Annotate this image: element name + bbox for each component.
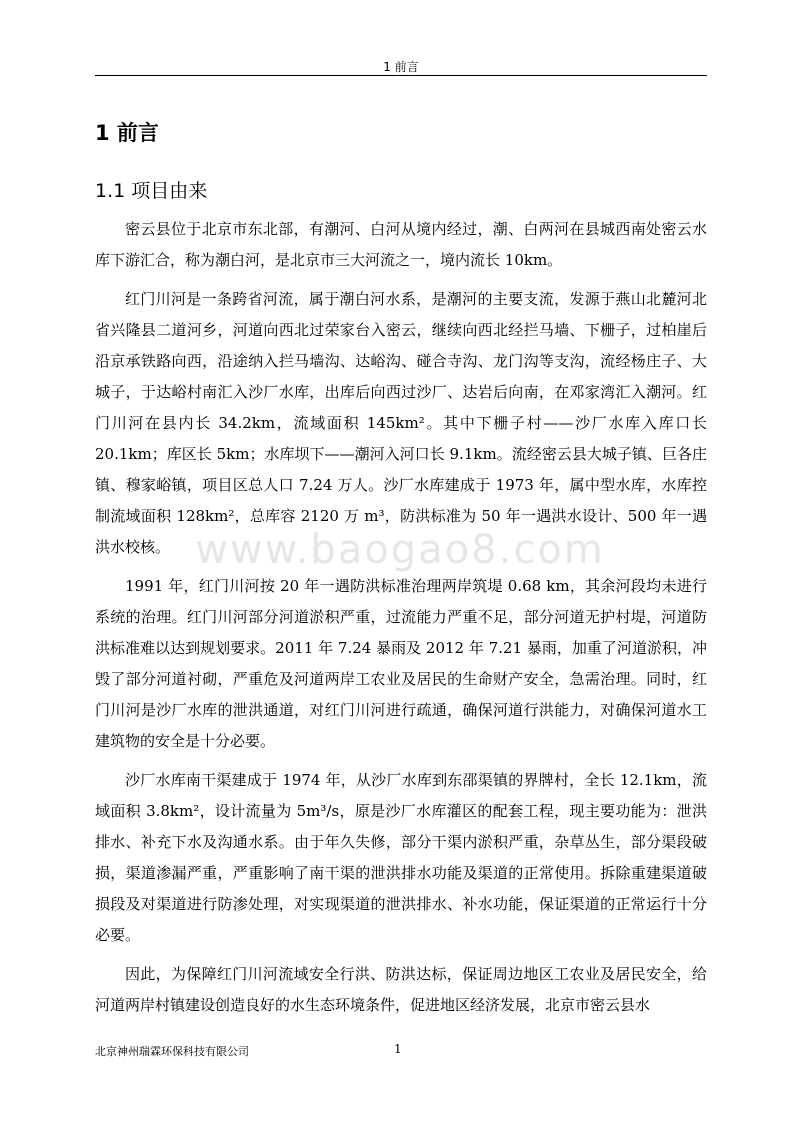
watermark: www.baogao8.com bbox=[195, 527, 605, 573]
paragraph: 红门川河是一条跨省河流，属于潮白河水系，是潮河的主要支流，发源于燕山北麓河北省兴隆县二道河乡，河道向西北过荣家台入密云，继续向西北经拦马墙、下栅子，过柏崖后沿京承铁路向西，沿途纳入拦马墙沟、达峪沟、碰合寺沟、龙门沟等支沟，流经杨庄子、大城子，于达峪村南汇入沙厂水库，出库后向西过沙厂、达岩后向南，在邓家湾汇入潮河。红门川河在县内长 34.2km，流域面积 145km²。其中下栅子村——沙厂水库入库口长 20.1km；库区长 5km；水库坝下——潮河入河口长 9.1km。流经密云县大城子镇、巨各庄镇、穆家峪镇，项目区总人口 7.24 万人。沙厂水库建成于 1973 年，属中型水库，水库控制流域面积 128km²，总库容 2120 万 m³，防洪标准为 50 年一遇洪水设计、500 年一遇洪水校核。 bbox=[95, 290, 707, 556]
paragraph: 1991 年，红门川河按 20 年一遇防洪标准治理两岸筑堤 0.68 km，其余河段均未进行系统的治理。红门川河部分河道淤积严重，过流能力严重不足，部分河道无护村堤，河道防洪标准难以达到规划要求。2011 年 7.24 暴雨及 2012 年 7.21 暴雨，加重了河道淤积，冲毁了部分河道衬砌，严重危及河道两岸工农业及居民的生命财产安全，急需治理。同时，红门川河是沙厂水库的泄洪通道，对红门川河进行疏通，确保河道行洪能力，对确保河道水工建筑物的安全是十分必要。 bbox=[95, 577, 707, 750]
paragraph: 沙厂水库南干渠建成于 1974 年，从沙厂水库到东邵渠镇的界牌村，全长 12.1km，流域面积 3.8km²，设计流量为 5m³/s，原是沙厂水库灌区的配套工程，现主要功能为：泄洪排水、补充下水及沟通水系。由于年久失修，部分干渠内淤积严重，杂草丛生，部分渠段破损，渠道渗漏严重，严重影响了南干渠的泄洪排水功能及渠道的正常使用。拆除重建渠道破损段及对渠道进行防渗处理，对实现渠道的泄洪排水、补水功能，保证渠道的正常运行十分必要。 bbox=[95, 771, 707, 944]
paragraph: 密云县位于北京市东北部，有潮河、白河从境内经过，潮、白两河在县城西南处密云水库下游汇合，称为潮白河，是北京市三大河流之一，境内流长 10km。 bbox=[95, 220, 707, 269]
footer-company: 北京神州瑞霖环保科技有限公司 bbox=[95, 1045, 249, 1058]
body-text bbox=[95, 214, 707, 1029]
running-header: 1 前言 bbox=[383, 60, 419, 74]
paragraph: 因此，为保障红门川河流域安全行洪、防洪达标，保证周边地区工农业及居民安全，给河道两岸村镇建设创造良好的水生态环境条件，促进地区经济发展，北京市密云县水 bbox=[95, 965, 707, 1014]
page-number: 1 bbox=[394, 1042, 402, 1056]
header-divider bbox=[95, 75, 707, 76]
section-title: 1.1 项目由来 bbox=[95, 180, 208, 202]
chapter-title: 1 前言 bbox=[95, 121, 159, 145]
